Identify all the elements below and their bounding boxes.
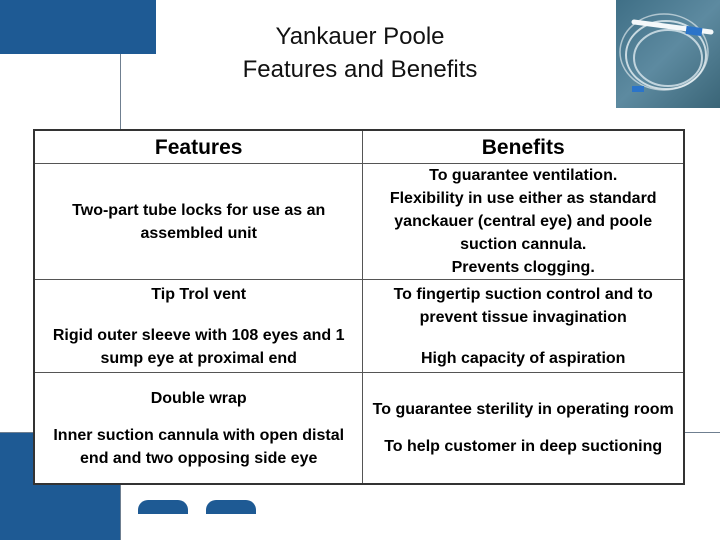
feature-text: Double wrap [150, 389, 247, 407]
decorative-header-block [0, 0, 156, 54]
benefit-text: High capacity of aspiration [420, 349, 626, 367]
table-header-row [34, 130, 684, 164]
table-row [34, 280, 684, 373]
benefits-cell [363, 373, 684, 485]
feature-text: Tip Trol vent [151, 285, 247, 303]
column-header-features: Features [34, 130, 363, 164]
benefits-cell [363, 164, 684, 280]
benefits-cell [363, 280, 684, 373]
benefit-text: To guarantee ventilation. [429, 167, 618, 184]
benefit-text: Prevents clogging. [451, 259, 595, 276]
title-line-1: Yankauer Poole [275, 23, 445, 50]
product-photo [616, 0, 720, 108]
benefit-text: To guarantee sterility in operating room [372, 401, 674, 418]
features-cell [34, 164, 363, 280]
benefit-text: Flexibility in use either as standard yanckauer (central eye) and poole suction cannula. [389, 190, 657, 253]
features-benefits-table [33, 129, 685, 485]
table-row [34, 164, 684, 280]
page-title [150, 20, 570, 86]
feature-text: Inner suction cannula with open distal end and two opposing side eye [53, 426, 345, 467]
features-cell [34, 373, 363, 485]
column-header-benefits: Benefits [363, 130, 684, 164]
benefit-text: To fingertip suction control and to prevent tissue invagination [393, 285, 653, 326]
suction-tubing-image [616, 0, 720, 108]
decorative-tab-shape [206, 500, 256, 514]
feature-text: Rigid outer sleeve with 108 eyes and 1 sump eye at proximal end [52, 326, 345, 367]
feature-text: Two-part tube locks for use as an assembled unit [72, 201, 326, 242]
features-cell [34, 280, 363, 373]
table-row [34, 373, 684, 485]
decorative-tab-shape [138, 500, 188, 514]
benefit-text: To help customer in deep suctioning [384, 438, 663, 455]
title-line-2: Features and Benefits [242, 56, 478, 83]
